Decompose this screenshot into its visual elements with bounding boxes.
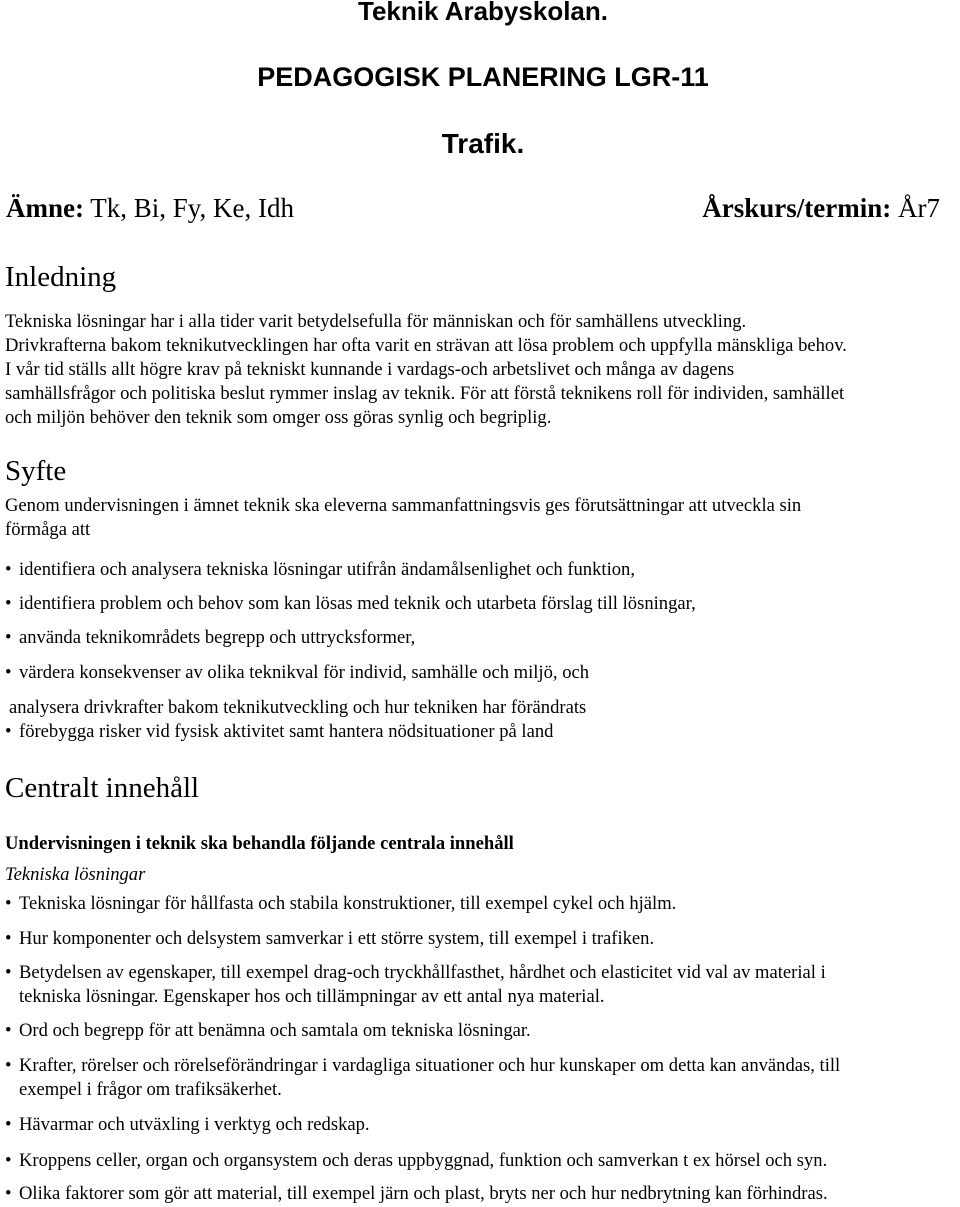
bullet-icon: • [5,962,12,983]
content-bullet-text: Krafter, rörelser och rörelseförändringar i vardagliga situationer och hur kunskaper om detta kan användas, till [19,1055,841,1076]
bullet-icon: • [5,928,12,949]
bullet-icon: • [5,593,12,614]
purpose-bullet [5,593,696,615]
intro-line: I vår tid ställs allt högre krav på tekniskt kunnande i vardags-och arbetslivet och många av dagens [5,359,735,380]
intro-line: och miljön behöver den teknik som omger oss göras synlig och begriplig. [5,407,552,428]
purpose-bullet [5,662,589,684]
content-bullet-text: Kroppens celler, organ och organsystem och deras uppbyggnad, funktion och samverkan t ex hörsel och syn. [19,1150,828,1171]
purpose-bullet [5,721,553,743]
content-bullet-text: Olika faktorer som gör att material, till exempel järn och plast, bryts ner och hur nedbrytning kan förhindras. [19,1183,828,1204]
content-bullet-text: Hur komponenter och delsystem samverkar i ett större system, till exempel i trafiken. [19,928,655,949]
content-bullet [5,893,676,915]
content-bullet [5,1114,370,1136]
content-bullet [5,928,654,950]
purpose-bullet [5,627,415,649]
purpose-plain-line: analysera drivkrafter bakom teknikutveckling och hur tekniken har förändrats [9,697,587,718]
bullet-icon: • [5,893,12,914]
bullet-icon: • [5,1020,12,1041]
bullet-icon: • [5,1183,12,1204]
content-bullet [5,1020,531,1042]
purpose-line: förmåga att [5,519,91,540]
plan-title: PEDAGOGISK PLANERING LGR-11 [257,62,709,92]
school-title: Teknik Arabyskolan. [358,0,608,26]
grade-value: År7 [891,193,940,223]
subject-value: Tk, Bi, Fy, Ke, Idh [83,193,294,223]
content-bullet-continuation: exempel i frågor om trafiksäkerhet. [19,1079,282,1100]
content-bullet-text: Betydelsen av egenskaper, till exempel drag-och tryckhållfasthet, hårdhet och elasticitet vid val av material i [19,962,826,983]
bullet-icon: • [5,1055,12,1076]
content-bullet-text: Hävarmar och utväxling i verktyg och redskap. [19,1114,370,1135]
content-subheading: Undervisningen i teknik ska behandla följande centrala innehåll [5,833,514,854]
content-bullet-text: Ord och begrepp för att benämna och samtala om tekniska lösningar. [19,1020,531,1041]
content-heading: Centralt innehåll [5,772,200,804]
purpose-bullet-text: värdera konsekvenser av olika teknikval för individ, samhälle och miljö, och [19,662,590,683]
intro-heading: Inledning [5,261,117,293]
content-bullet-continuation: tekniska lösningar. Egenskaper hos och tillämpningar av ett antal nya material. [19,986,605,1007]
purpose-bullet-text: identifiera problem och behov som kan lösas med teknik och utarbeta förslag till lösningar, [19,593,696,614]
purpose-bullet [5,559,635,581]
bullet-icon: • [5,559,12,580]
purpose-bullet-text: förebygga risker vid fysisk aktivitet samt hantera nödsituationer på land [19,721,554,742]
purpose-bullet-text: använda teknikområdets begrepp och uttrycksformer, [19,627,416,648]
purpose-bullet-text: identifiera och analysera tekniska lösningar utifrån ändamålsenlighet och funktion, [19,559,635,580]
content-bullet [5,1055,840,1077]
bullet-icon: • [5,627,12,648]
bullet-icon: • [5,1114,12,1135]
content-bullet [5,1183,828,1205]
bullet-icon: • [5,1150,12,1171]
content-bullet [5,962,826,984]
subject-label: Ämne: [6,193,84,223]
content-bullet-text: Tekniska lösningar för hållfasta och stabila konstruktioner, till exempel cykel och hjälm. [19,893,677,914]
purpose-line: Genom undervisningen i ämnet teknik ska eleverna sammanfattningsvis ges förutsättningar att utveckla sin [5,495,802,516]
intro-line: samhällsfrågor och politiska beslut rymmer inslag av teknik. För att förstå teknikens roll för individen, samhället [5,383,845,404]
purpose-heading: Syfte [5,455,67,487]
intro-line: Tekniska lösningar har i alla tider varit betydelsefulla för människan och för samhällens utveckling. [5,311,747,332]
bullet-icon: • [5,662,12,683]
content-category: Tekniska lösningar [5,864,146,885]
grade-row [702,193,940,224]
intro-line: Drivkrafterna bakom teknikutvecklingen har ofta varit en strävan att lösa problem och uppfylla mänskliga behov. [5,335,847,356]
subject-row [6,193,294,224]
topic-title: Trafik. [441,128,525,159]
grade-label: Årskurs/termin: [702,193,892,223]
bullet-icon: • [5,721,12,742]
content-bullet [5,1150,827,1172]
